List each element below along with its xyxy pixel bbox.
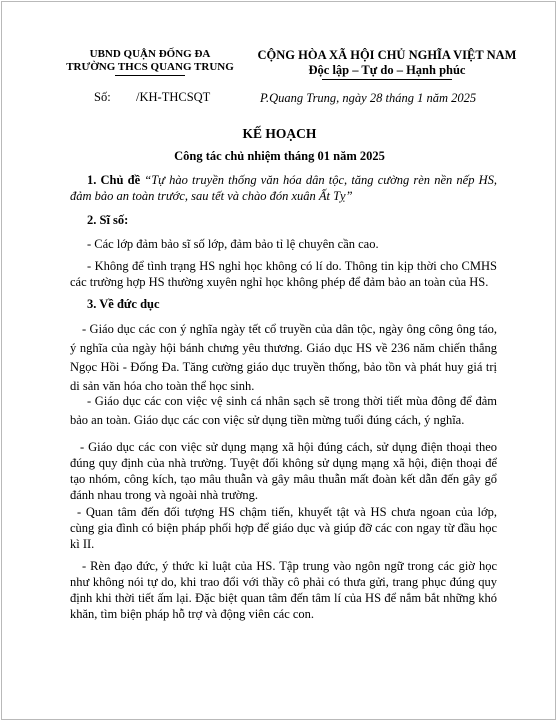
org-name-line2: TRƯỜNG THCS QUANG TRUNG (66, 61, 234, 73)
section2-heading: 2. Sĩ số: (87, 213, 129, 227)
org-underline (115, 75, 185, 76)
section2-item: - Các lớp đảm bảo sĩ số lớp, đảm bảo tỉ lệ chuyên cần cao. (87, 237, 379, 251)
nation-title: CỘNG HÒA XÃ HỘI CHỦ NGHĨA VIỆT NAM (257, 48, 517, 62)
doc-number-label: Số: (94, 90, 111, 104)
section1-theme: “Tự hào truyền thống văn hóa dân tộc, tăng cường rèn nền nếp HS, đảm bảo an toàn trước, sau tết và chào đón xuân Ất Tỵ” (70, 173, 498, 203)
section3-item: - Quan tâm đến đối tượng HS chậm tiến, khuyết tật và HS chưa ngoan của lớp, cùng gia đình có biện pháp phối hợp để giáo dục và giúp đỡ các con ngay từ đầu học kì II. (70, 505, 497, 551)
doc-number (94, 90, 211, 105)
section1-heading: 1. Chủ đề (87, 173, 141, 187)
section1-paragraph (70, 172, 497, 204)
section3-item: - Giáo dục các con việc sử dụng mạng xã hội đúng cách, sử dụng điện thoại theo đúng quy định của nhà trường. Tuyệt đối không sử dụng mạng xã hội, điện thoại để tạo nhóm, công kích, tạo mâu thuẫn và gây mâu thuẫn mất đoàn kết dẫn đến gây gổ đánh nhau trong và ngoài nhà trường. (70, 440, 497, 502)
document-title: KẾ HOẠCH (242, 126, 317, 141)
section3-item: - Giáo dục các con việc vệ sinh cá nhân sạch sẽ trong thời tiết mùa đông để đảm bảo an toàn. Giáo dục các con việc sử dụng tiền mừng tuổi đúng cách, ý nghĩa. (70, 394, 497, 427)
section3-item: - Rèn đạo đức, ý thức kỉ luật của HS. Tập trung vào ngôn ngữ trong các giờ học như không nói tự do, khi trao đổi với thầy cô phải có thưa gửi, trang phục đúng quy định khi thời tiết ấm lại. Đặc biệt quan tâm đến tâm lí của HS để nắm bắt những khó khăn, tìm biện pháp hỗ trợ và động viên các con. (70, 559, 497, 621)
document-subtitle: Công tác chủ nhiệm tháng 01 năm 2025 (174, 149, 385, 163)
org-name-line1: UBND QUẬN ĐỐNG ĐA (89, 48, 211, 60)
section3-heading: 3. Về đức dục (87, 297, 160, 311)
place-date: P.Quang Trung, ngày 28 tháng 1 năm 2025 (260, 91, 477, 105)
section3-item: - Giáo dục các con ý nghĩa ngày tết cổ truyền của dân tộc, ngày ông công ông táo, ý nghĩa của ngày hội bánh chưng yêu thương. Giáo dục HS về 236 năm chiến thắng Ngọc Hồi - Đống Đa. Tăng cường giáo dục truyền thống, bảo tồn và phát huy giá trị di sản văn hóa cho toàn thể học sinh. (70, 322, 497, 393)
document-page (1, 1, 556, 720)
section2-item: - Không để tình trạng HS nghỉ học không có lí do. Thông tin kịp thời cho CMHS các trường hợp HS thường xuyên nghỉ học không phép để đảm bảo an toàn của HS. (70, 259, 497, 289)
motto-underline (322, 79, 452, 80)
nation-motto: Độc lập – Tự do – Hạnh phúc (308, 63, 466, 77)
doc-number-code: /KH-THCSQT (136, 90, 211, 104)
